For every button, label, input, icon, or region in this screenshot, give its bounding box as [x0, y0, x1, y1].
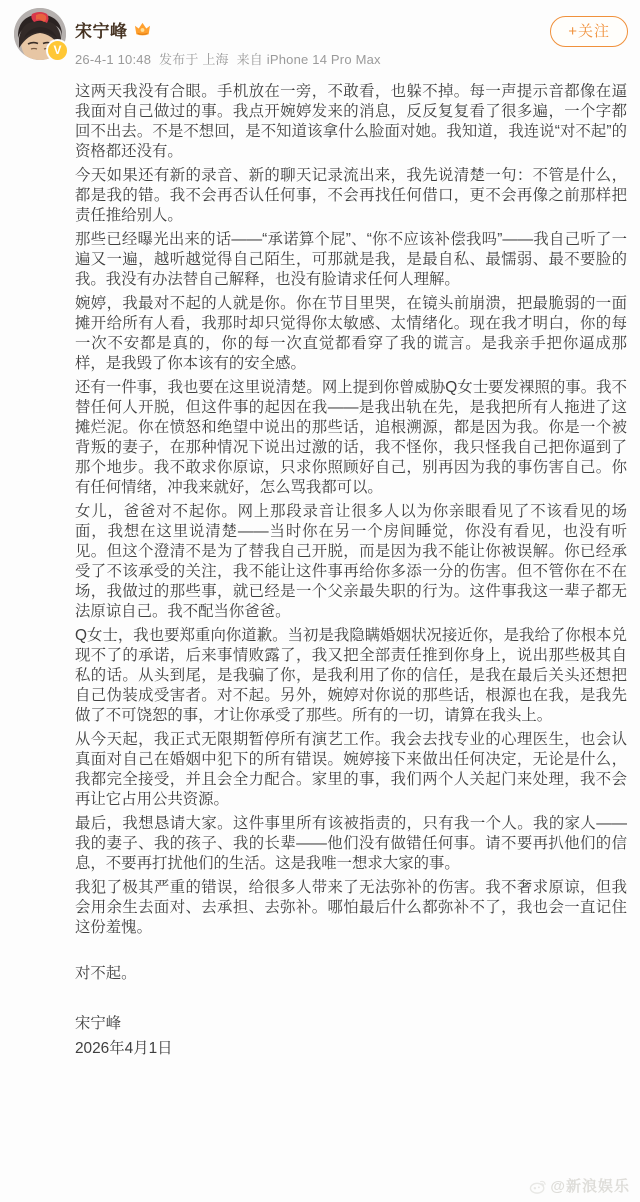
post-paragraph: Q女士，我也要郑重向你道歉。当初是我隐瞒婚姻状况接近你，是我给了你根本兑现不了的承诺，后来事情败露了，我又把全部责任推到你身上，说出那些极其自私的话。从头到尾，是我骗了你，是我利用了你的信任，是我在最后关头还想把自己伪装成受害者。对不起。另外，婉婷对你说的那些话，根源也在我，是我先做了不可饶恕的事，才让你承受了那些。所有的一切，请算在我头上。	[75, 627, 627, 724]
post-paragraph: 我犯了极其严重的错误，给很多人带来了无法弥补的伤害。我不奢求原谅，但我会用余生去面对、去承担、去弥补。哪怕最后什么都弥补不了，我也会一直记住这份羞愧。	[75, 879, 627, 936]
watermark-text: @新浪娱乐	[550, 1178, 630, 1195]
post-paragraph: 那些已经曝光出来的话——“承诺算个屁”、“你不应该补偿我吗”——我自己听了一遍又一遍，越听越觉得自己陌生，可那就是我，是最自私、最懦弱、最不要脸的我。我没有办法替自己解释，也没有脸请求任何人理解。	[75, 231, 627, 288]
post-header	[0, 0, 640, 74]
post-paragraph: 婉婷，我最对不起的人就是你。你在节目里哭，在镜头前崩溃，把最脆弱的一面摊开给所有人看，我那时却只觉得你太敏感、太情绪化。现在我才明白，你的每一次不安都是真的，你的每一次直觉都看穿了我的谎言。是我亲手把你逼成那样，是我毁了你本该有的安全感。	[75, 295, 627, 372]
post-paragraph: 这两天我没有合眼。手机放在一旁，不敢看，也躲不掉。每一声提示音都像在逼我面对自己做过的事。我点开婉婷发来的消息，反反复复看了很多遍，一个字都回不出去。不是不想回，是不知道该拿什么脸面对她。我知道，我连说“对不起”的资格都还没有。	[75, 83, 627, 160]
vip-crown-icon	[133, 21, 152, 38]
post-source[interactable]: 来自 iPhone 14 Pro Max	[236, 52, 381, 67]
signature-date: 2026年4月1日	[75, 1040, 173, 1057]
avatar[interactable]	[14, 8, 66, 60]
post-paragraph: 今天如果还有新的录音、新的聊天记录流出来，我先说清楚一句：不管是什么，都是我的错。我不会再否认任何事，不会再找任何借口，更不会再像之前那样把责任推给别人。	[75, 167, 627, 224]
post-location[interactable]: 发布于 上海	[158, 52, 229, 67]
post-meta	[75, 49, 624, 68]
post-paragraph: 女儿，爸爸对不起你。网上那段录音让很多人以为你亲眼看见了不该看见的场面，我想在这里说清楚——当时你在另一个房间睡觉，你没有看见，也没有听见。但这个澄清不是为了替我自己开脱，而是因为我不能让你被误解。你已经承受了不该承受的关注，我不能让这件事再给你多添一分的伤害。但不管你在不在场，我做过的那些事，就已经是一个父亲最失职的行为。这件事我这一辈子都无法原谅自己。我不配当你爸爸。	[75, 503, 627, 620]
follow-button[interactable]: +关注	[550, 16, 628, 47]
post-paragraph: 还有一件事，我也要在这里说清楚。网上提到你曾威胁Q女士要发裸照的事。我不替任何人开脱，但这件事的起因在我——是我出轨在先，是我把所有人拖进了这摊烂泥。你在愤怒和绝望中说出的那些话，追根溯源，都是因为我。你是一个被背叛的妻子，在那种情况下说出过激的话，我不怪你，我只怪我自己把你逼到了那个地步。我不敢求你原谅，只求你照顾好自己，别再因为我的事伤害自己。你有任何情绪，冲我来就好，怎么骂我都可以。	[75, 379, 627, 496]
weibo-logo-icon	[529, 1178, 547, 1194]
username[interactable]: 宋宁峰	[75, 22, 128, 41]
post-paragraph: 最后，我想恳请大家。这件事里所有该被指责的，只有我一个人。我的家人——我的妻子、我的孩子、我的长辈——他们没有做错任何事。请不要再扒他们的信息，不要再打扰他们的生活。这是我唯一想求大家的事。	[75, 815, 627, 872]
watermark	[529, 1175, 630, 1196]
closing-apology: 对不起。	[75, 965, 137, 982]
post-time: 26-4-1 10:48	[75, 52, 152, 67]
signature-name: 宋宁峰	[75, 1015, 122, 1032]
post-body	[75, 82, 627, 1059]
verified-badge-icon: V	[46, 39, 69, 62]
post-paragraph: 从今天起，我正式无限期暂停所有演艺工作。我会去找专业的心理医生，也会认真面对自己在婚姻中犯下的所有错误。婉婷接下来做出任何决定，无论是什么，我都完全接受，并且会全力配合。家里的事，我们两个人关起门来处理，我不会再让它占用公共资源。	[75, 731, 627, 808]
